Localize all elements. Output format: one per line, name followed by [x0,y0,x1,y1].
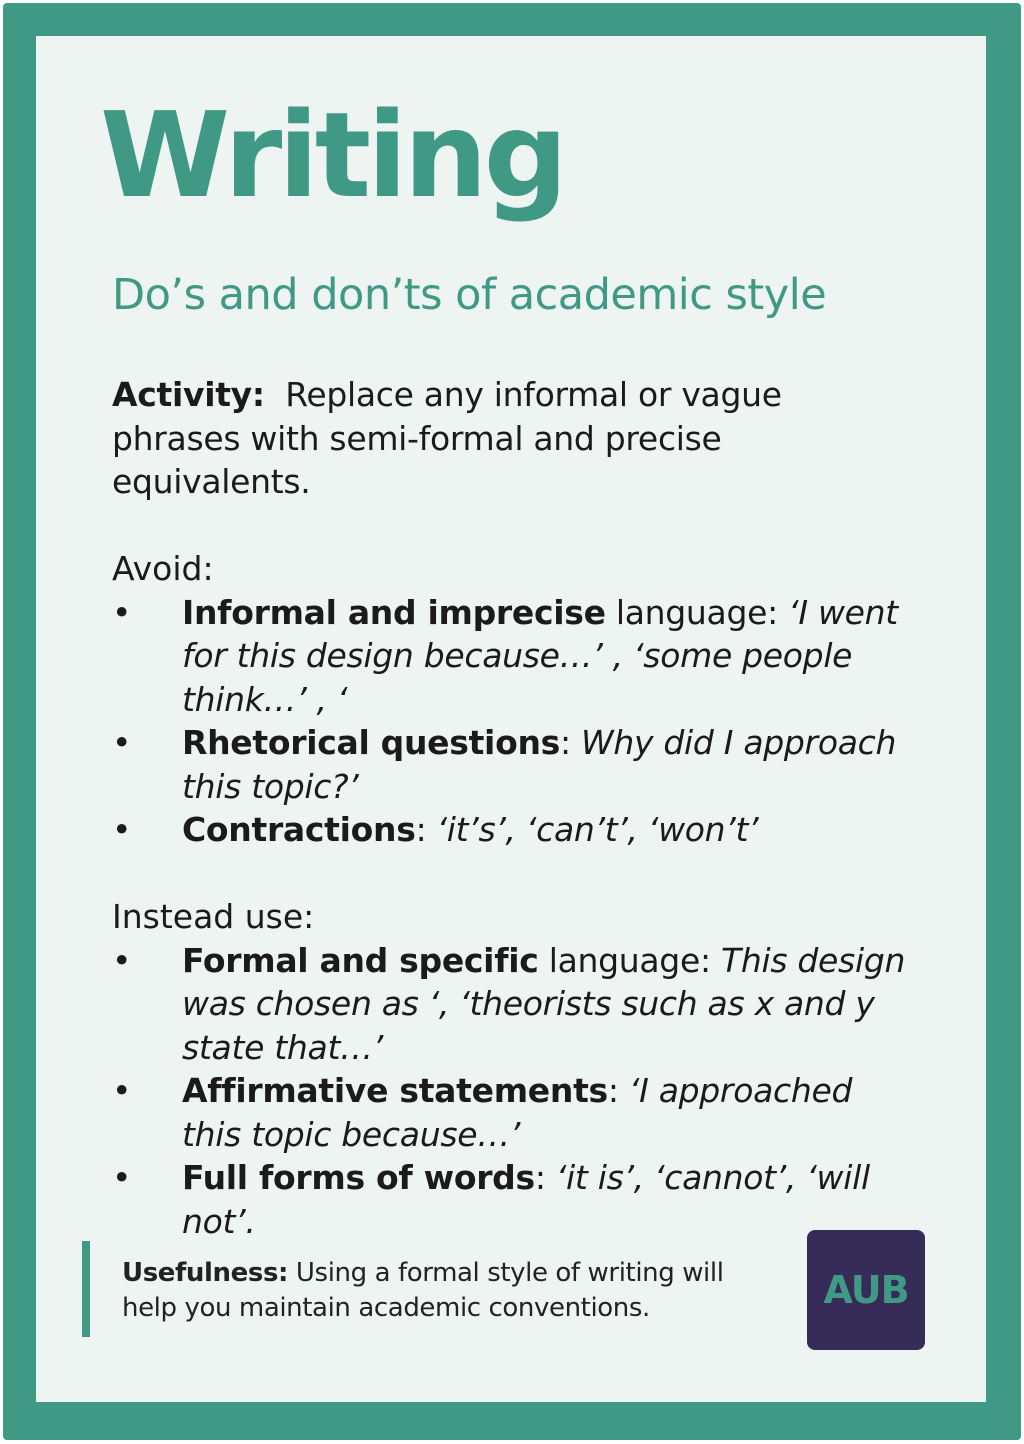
item-term: Full forms of words [182,1158,535,1197]
page-subtitle: Do’s and don’ts of academic style [112,270,827,320]
logo-text: AUB [823,1268,909,1312]
main-content [112,373,912,1243]
item-term: Contractions [182,810,416,849]
avoid-list [112,591,912,852]
item-example: ‘it is’, ‘cannot’, ‘will not’. [182,1158,870,1241]
list-item [112,1156,912,1243]
instead-heading: Instead use: [112,897,315,936]
item-term: Rhetorical questions [182,723,560,762]
list-item [112,721,912,808]
item-example: ‘I went for this design because…’ , ‘some people think…’ , ‘ [182,592,898,719]
activity-paragraph [112,373,912,504]
page-title: Writing [100,86,565,224]
item-connector: : [534,1158,556,1197]
item-connector: : [559,723,581,762]
list-item [112,939,912,1070]
list-item [112,808,912,852]
usefulness-note [122,1256,762,1326]
instead-list [112,939,912,1244]
item-term: Affirmative statements [182,1071,608,1110]
usefulness-label: Usefulness: [122,1258,289,1288]
activity-label: Activity: [112,375,265,414]
avoid-heading: Avoid: [112,549,214,588]
activity-text: Replace any informal or vague phrases with semi-formal and precise equivalents. [112,375,782,501]
item-example: Why did I approach this topic?’ [182,723,897,806]
item-connector: language: [538,940,721,980]
bullet: • [112,940,132,980]
item-connector: language: [605,592,789,632]
item-example: This design was chosen as ‘, ‘theorists such as x and y state that…’ [182,940,906,1067]
usefulness-text: Using a formal style of writing will help you maintain academic conventions. [122,1258,724,1323]
list-item [112,1069,912,1156]
bullet: • [112,1158,132,1197]
aub-logo [807,1230,925,1350]
bullet: • [112,723,132,762]
item-term: Formal and specific [182,940,539,980]
usefulness-accent-bar [82,1241,90,1337]
item-connector: : [415,810,437,849]
item-term: Informal and imprecise [182,592,606,632]
bullet: • [112,810,132,849]
item-example: ‘I approached this topic because…’ [182,1071,853,1154]
list-item [112,591,912,722]
item-connector: : [607,1071,629,1110]
bullet: • [112,592,132,632]
bullet: • [112,1071,132,1110]
item-example: ‘it’s’, ‘can’t’, ‘won’t’ [436,810,759,849]
